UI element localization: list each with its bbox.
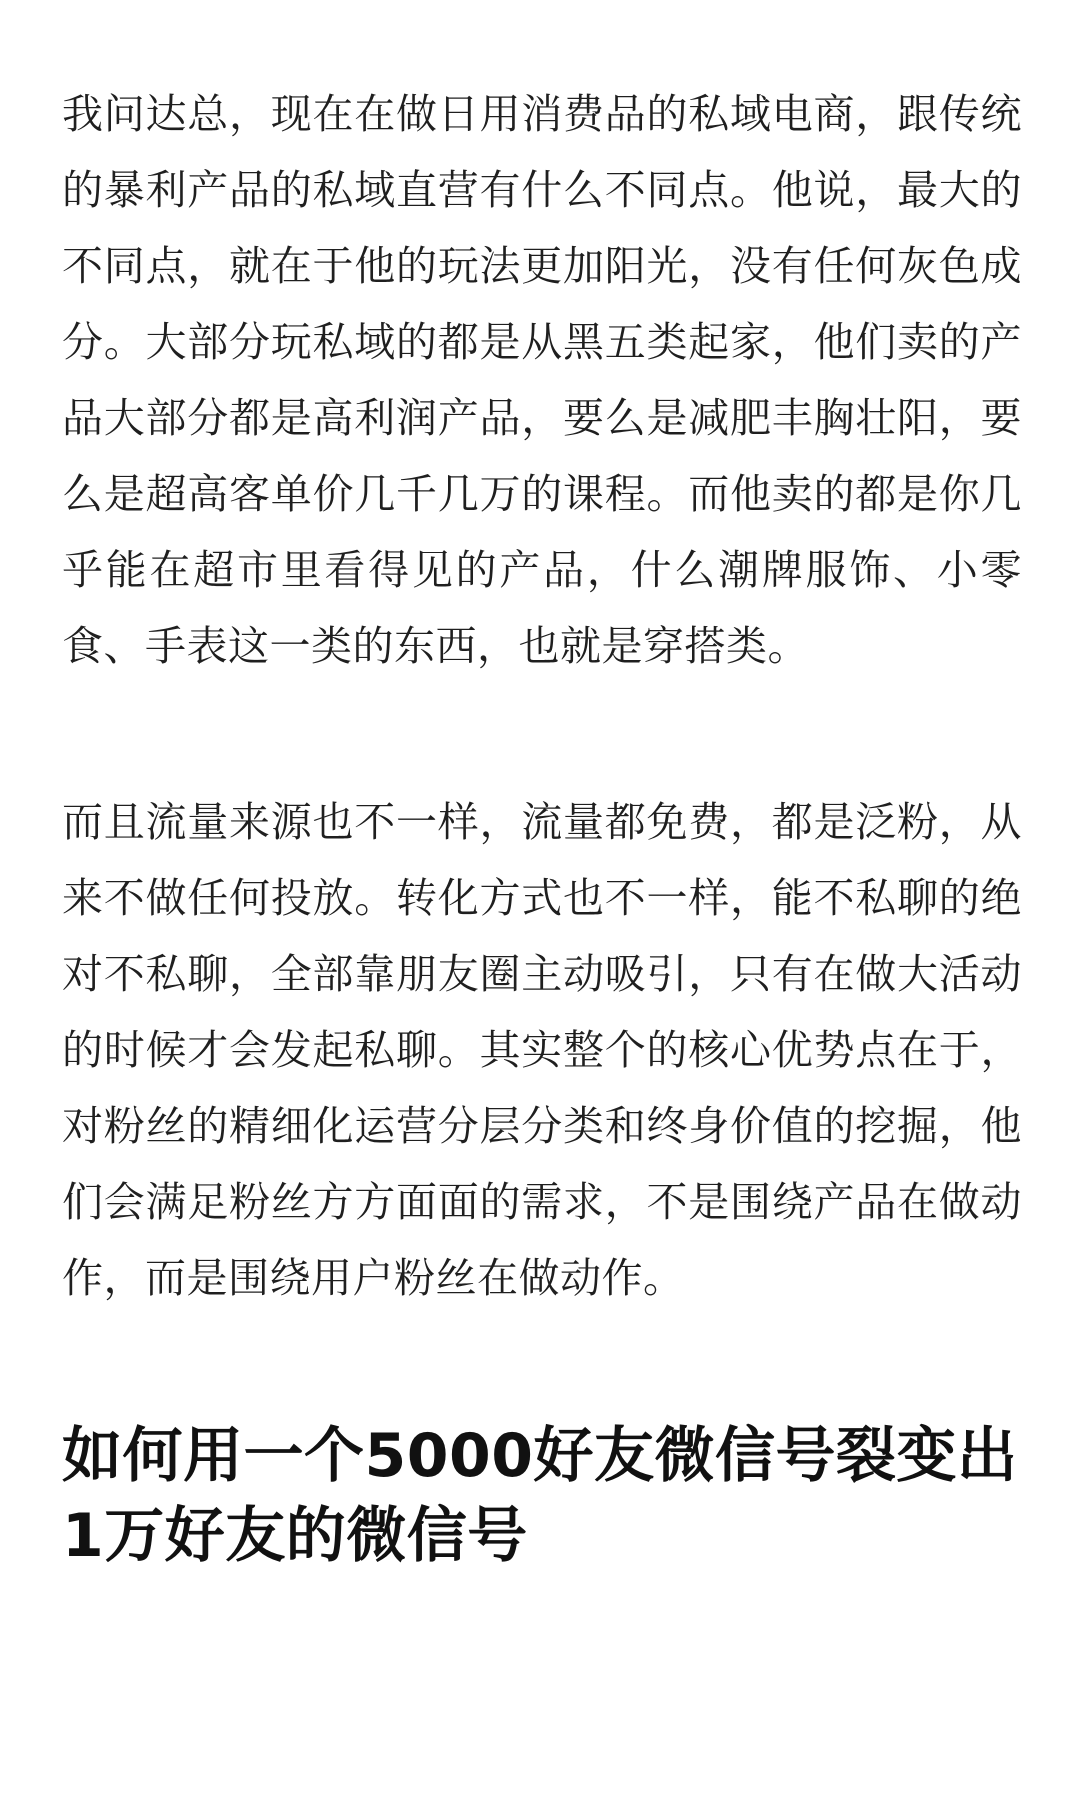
article-body (62, 76, 1022, 1576)
paragraph-2: 而且流量来源也不一样，流量都免费，都是泛粉，从来不做任何投放。转化方式也不一样，能不私聊的绝对不私聊，全部靠朋友圈主动吸引，只有在做大活动的时候才会发起私聊。其实整个的核心优势点在于，对粉丝的精细化运营分层分类和终身价值的挖掘，他们会满足粉丝方方面面的需求，不是围绕产品在做动作，而是围绕用户粉丝在做动作。 (62, 798, 1022, 1302)
paragraph-1: 我问达总，现在在做日用消费品的私域电商，跟传统的暴利产品的私域直营有什么不同点。他说，最大的不同点，就在于他的玩法更加阳光，没有任何灰色成分。大部分玩私域的都是从黑五类起家，他们卖的产品大部分都是高利润产品，要么是减肥丰胸壮阳，要么是超高客单价几千几万的课程。而他卖的都是你几乎能在超市里看得见的产品，什么潮牌服饰、小零食、手表这一类的东西，也就是穿搭类。 (62, 90, 1022, 670)
section-heading: 如何用一个5000好友微信号裂变出1万好友的微信号 (62, 1421, 1018, 1571)
